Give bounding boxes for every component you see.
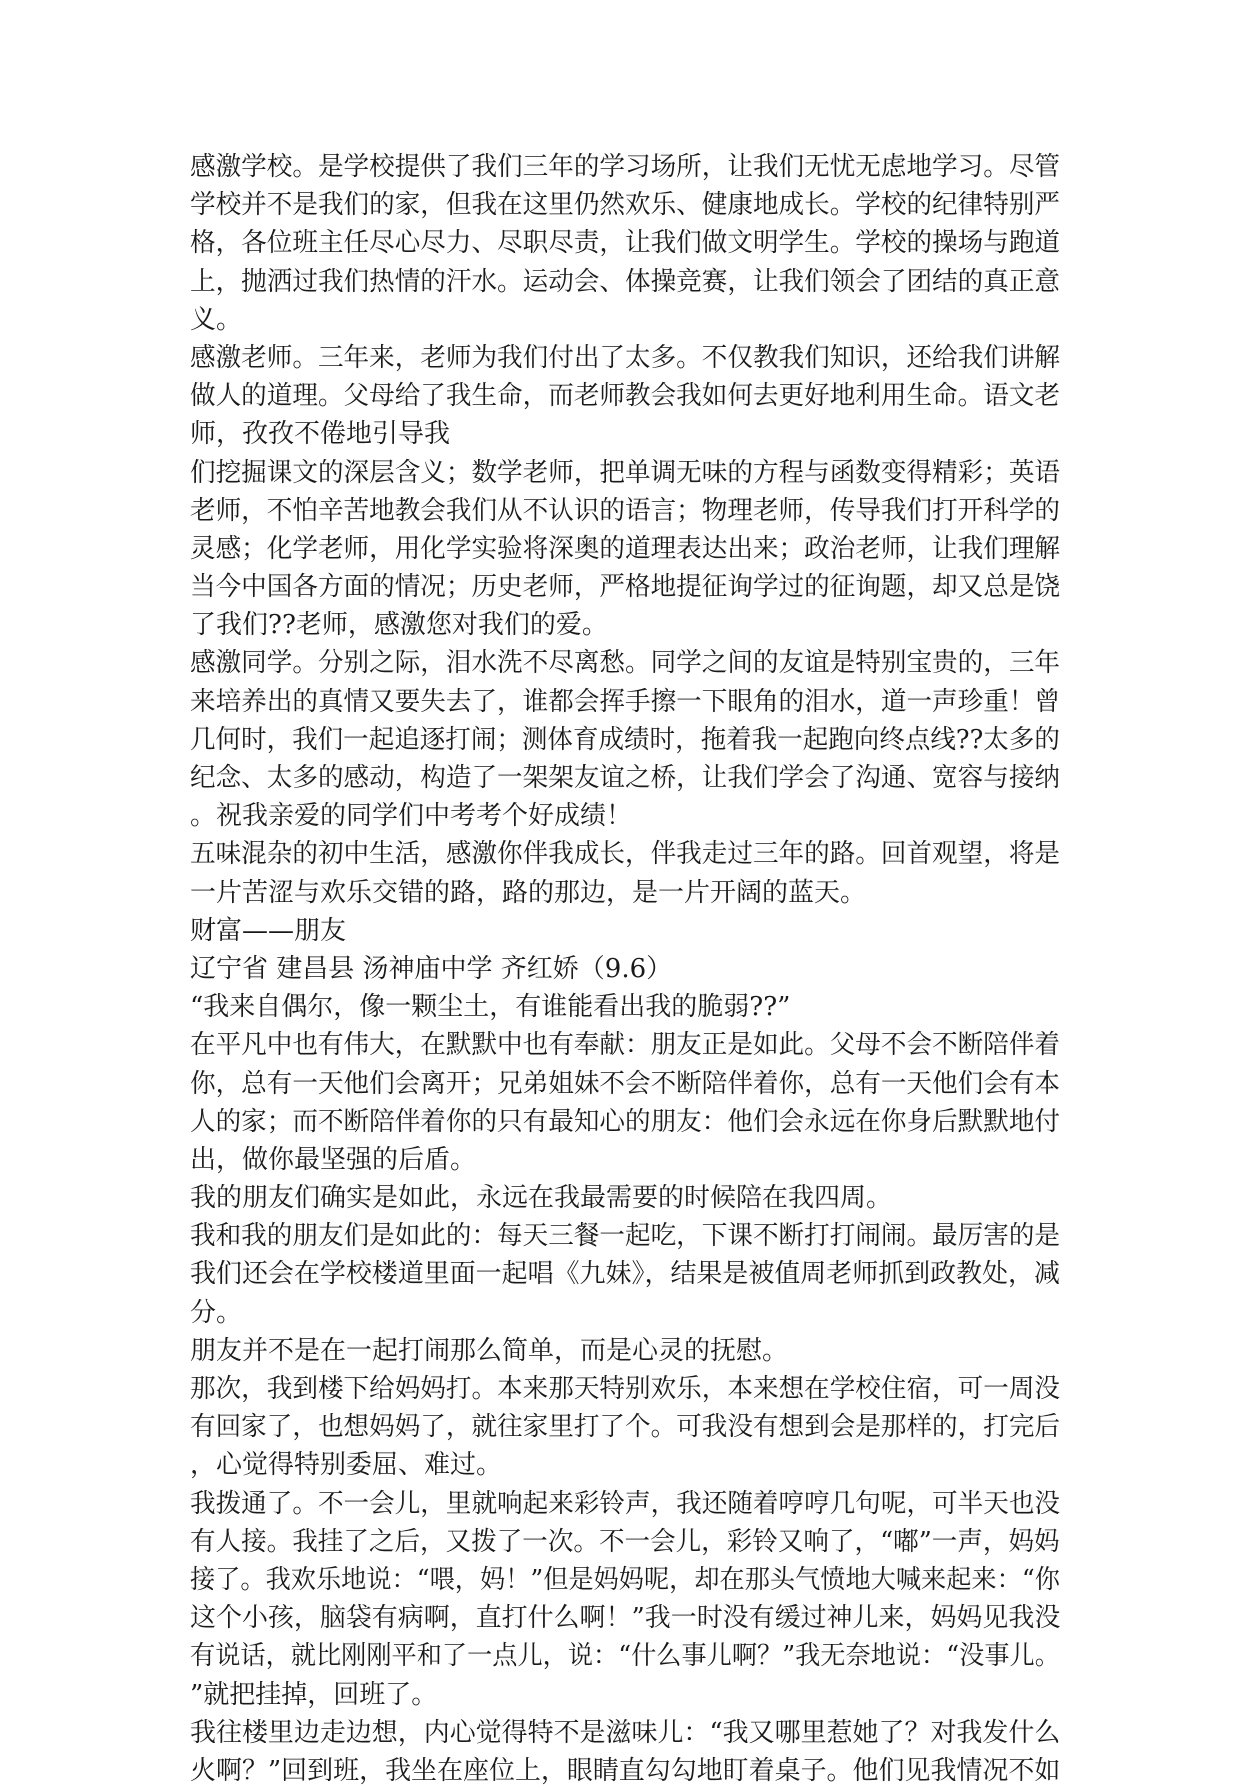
text-line: ”就把挂掉，回班了。 bbox=[190, 1679, 438, 1710]
text-line: 老师，不怕辛苦地教会我们从不认识的语言；物理老师，传导我们打开科学的 bbox=[190, 495, 1061, 526]
text-line: 我的朋友们确实是如此，永远在我最需要的时候陪在我四周。 bbox=[190, 1183, 893, 1214]
text-line: 来培养出的真情又要失去了，谁都会挥手擦一下眼角的泪水，道一声珍重！曾 bbox=[190, 686, 1061, 717]
text-line: 那次，我到楼下给妈妈打。本来那天特别欢乐，本来想在学校住宿，可一周没 bbox=[190, 1374, 1061, 1404]
text-line: 我往楼里边走边想，内心觉得特不是滋味儿：“我又哪里惹她了？对我发什么 bbox=[190, 1717, 1061, 1748]
text-line: 感激老师。三年来，老师为我们付出了太多。不仅教我们知识，还给我们讲解 bbox=[190, 342, 1061, 373]
text-line: ，心觉得特别委屈、难过。 bbox=[190, 1450, 503, 1481]
text-line: 感激同学。分别之际，泪水洗不尽离愁。同学之间的友谊是特别宝贵的，三年 bbox=[190, 648, 1061, 679]
text-line: 们挖掘课文的深层含义；数学老师，把单调无味的方程与函数变得精彩；英语 bbox=[190, 457, 1061, 488]
text-line: 接了。我欢乐地说：“喂，妈！”但是妈妈呢，却在那头气愤地大喊来起来：“你 bbox=[190, 1564, 1060, 1595]
text-line: 。祝我亲爱的同学们中考考个好成绩！ bbox=[190, 801, 633, 832]
text-line: 灵感；化学老师，用化学实验将深奥的道理表达出来；政治老师，让我们理解 bbox=[190, 533, 1061, 564]
text-line: 这个小孩，脑袋有病啊，直打什么啊！”我一时没有缓过神儿来，妈妈见我没 bbox=[190, 1603, 1061, 1634]
text-line: 财富——朋友 bbox=[190, 915, 347, 946]
text-line: 有人接。我挂了之后，又拨了一次。不一会儿，彩铃又响了，“嘟”一声，妈妈 bbox=[190, 1526, 1060, 1557]
text-line: 在平凡中也有伟大，在默默中也有奉献：朋友正是如此。父母不会不断陪伴着 bbox=[190, 1030, 1061, 1061]
text-line: 我拨通了。不一会儿，里就响起来彩铃声，我还随着哼哼几句呢，可半天也没 bbox=[190, 1488, 1061, 1519]
text-line: 我们还会在学校楼道里面一起唱《九妹》，结果是被值周老师抓到政教处，减 bbox=[190, 1259, 1061, 1290]
body-text bbox=[190, 148, 1060, 1790]
text-line: 五味混杂的初中生活，感激你伴我成长，伴我走过三年的路。回首观望，将是 bbox=[190, 839, 1061, 870]
text-line: 格，各位班主任尽心尽力、尽职尽责，让我们做文明学生。学校的操场与跑道 bbox=[190, 228, 1061, 259]
text-line: 义。 bbox=[190, 304, 243, 335]
text-line: 朋友并不是在一起打闹那么简单，而是心灵的抚慰。 bbox=[190, 1335, 789, 1366]
text-line: 纪念、太多的感动，构造了一架架友谊之桥，让我们学会了沟通、宽容与接纳 bbox=[190, 763, 1061, 793]
text-line: 师，孜孜不倦地引导我 bbox=[190, 419, 451, 450]
text-line: 火啊？”回到班，我坐在座位上，眼睛直勾勾地盯着桌子。他们见我情况不如 bbox=[190, 1755, 1061, 1786]
text-line: 当今中国各方面的情况；历史老师，严格地提征询学过的征询题，却又总是饶 bbox=[190, 572, 1061, 603]
text-line: 几何时，我们一起追逐打闹；测体育成绩时，拖着我一起跑向终点线??太多的 bbox=[190, 724, 1060, 755]
text-line: 做人的道理。父母给了我生命，而老师教会我如何去更好地利用生命。语文老 bbox=[190, 381, 1061, 412]
text-line: 了我们??老师，感激您对我们的爱。 bbox=[190, 610, 608, 641]
text-line: 有回家了，也想妈妈了，就往家里打了个。可我没有想到会是那样的，打完后 bbox=[190, 1412, 1061, 1443]
text-line: 我和我的朋友们是如此的：每天三餐一起吃，下课不断打打闹闹。最厉害的是 bbox=[190, 1221, 1061, 1252]
text-line: 你，总有一天他们会离开；兄弟姐妹不会不断陪伴着你，总有一天他们会有本 bbox=[190, 1068, 1061, 1099]
text-line: 有说话，就比刚刚平和了一点儿，说：“什么事儿啊？”我无奈地说：“没事儿。 bbox=[190, 1641, 1060, 1672]
text-line: 上，抛洒过我们热情的汗水。运动会、体操竞赛，让我们领会了团结的真正意 bbox=[190, 266, 1061, 297]
text-line: 出，做你最坚强的后盾。 bbox=[190, 1144, 477, 1175]
text-line: 人的家；而不断陪伴着你的只有最知心的朋友：他们会永远在你身后默默地付 bbox=[190, 1106, 1061, 1137]
text-line: 感激学校。是学校提供了我们三年的学习场所，让我们无忧无虑地学习。尽管 bbox=[190, 152, 1061, 182]
text-line: 学校并不是我们的家，但我在这里仍然欢乐、健康地成长。学校的纪律特别严 bbox=[190, 190, 1061, 221]
text-line: “我来自偶尔，像一颗尘土，有谁能看出我的脆弱??” bbox=[190, 992, 791, 1023]
text-line: 辽宁省 建昌县 汤神庙中学 齐红娇（9.6） bbox=[190, 953, 673, 984]
text-line: 分。 bbox=[190, 1297, 243, 1328]
text-line: 一片苦涩与欢乐交错的路，路的那边，是一片开阔的蓝天。 bbox=[190, 877, 867, 908]
